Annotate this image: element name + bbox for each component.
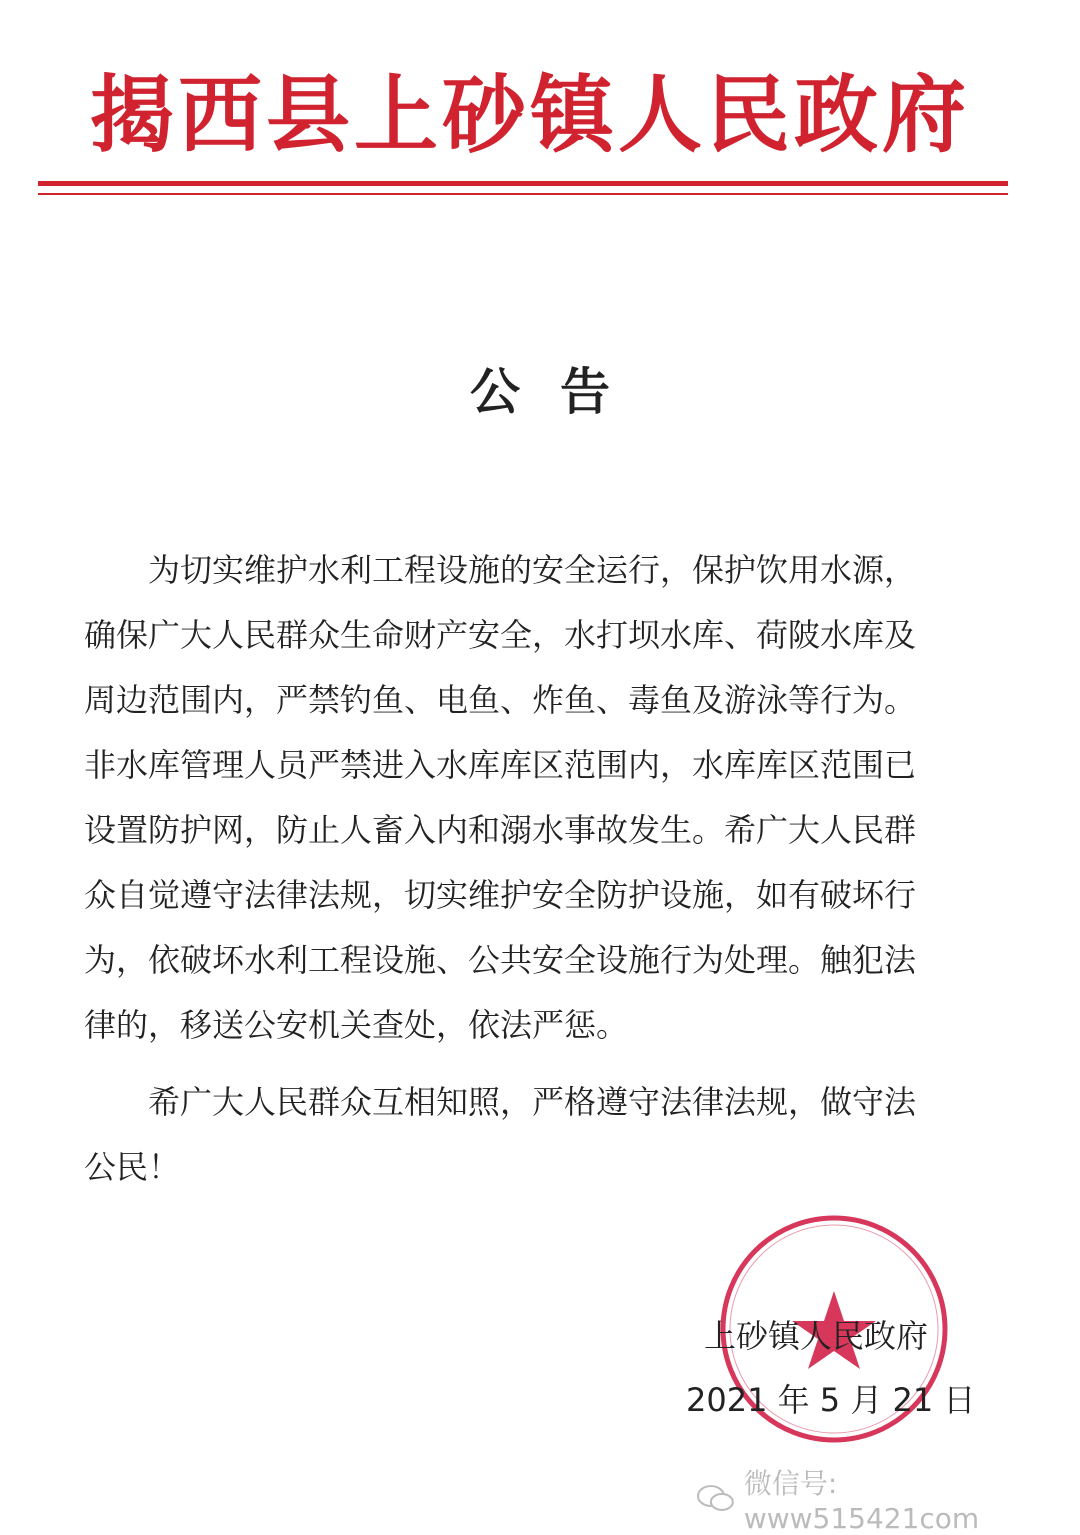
signature-org: 上砂镇人民政府 <box>704 1317 929 1355</box>
body-line: 设置防护网，防止人畜入内和溺水事故发生。希广大人民群 <box>84 811 917 849</box>
wechat-icon <box>696 1483 736 1515</box>
letterhead-title: 揭西县上砂镇人民政府 <box>89 65 970 164</box>
body-line: 公民！ <box>84 1148 181 1186</box>
document-title: 公告 <box>470 362 650 421</box>
notice-body <box>84 538 984 1200</box>
watermark <box>696 1462 1080 1535</box>
letterhead-rule-thin <box>38 193 1008 195</box>
body-line: 为，依破坏水利工程设施、公共安全设施行为处理。触犯法 <box>84 941 917 979</box>
letterhead-rule-thick <box>38 181 1008 186</box>
body-line: 非水库管理人员严禁进入水库库区范围内，水库库区范围已 <box>84 746 917 784</box>
body-line: 确保广大人民群众生命财产安全，水打坝水库、荷陂水库及 <box>84 616 917 654</box>
body-line: 众自觉遵守法律法规，切实维护安全防护设施，如有破坏行 <box>84 876 917 914</box>
watermark-text: 微信号: www515421com <box>743 1467 980 1535</box>
body-line: 希广大人民群众互相知照，严格遵守法律法规，做守法 <box>148 1083 917 1121</box>
body-line: 周边范围内，严禁钓鱼、电鱼、炸鱼、毒鱼及游泳等行为。 <box>84 681 917 719</box>
body-line: 为切实维护水利工程设施的安全运行，保护饮用水源， <box>148 551 917 589</box>
body-line: 律的，移送公安机关查处，依法严惩。 <box>84 1006 629 1044</box>
signature-date: 2021 年 5 月 21 日 <box>686 1381 976 1419</box>
